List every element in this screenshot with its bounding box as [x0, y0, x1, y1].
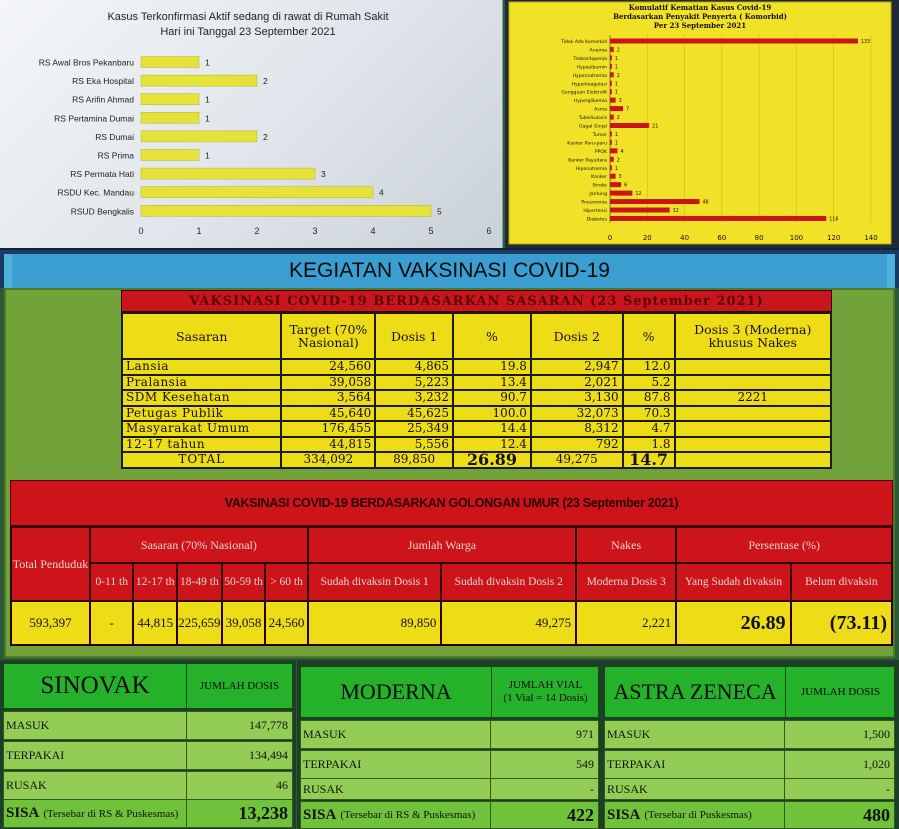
umur-table-block [10, 480, 893, 646]
sasaran-cell-pct1: 12.4 [453, 437, 531, 453]
moderna-unit-note: (1 Vial = 14 Dosis) [503, 692, 588, 704]
sinovak-sisa-value: 13,238 [186, 800, 292, 827]
total-pct1: 26.89 [453, 452, 531, 468]
comorbid-bar [610, 98, 616, 103]
comorbid-data-label: 1 [614, 132, 618, 138]
comorbid-chart-title-3: Per 23 September 2021 [653, 21, 747, 30]
h-jumlah-warga: Jumlah Warga [308, 527, 576, 563]
sasaran-cell-dosis3 [675, 375, 831, 391]
comorbid-data-label: 1 [614, 141, 618, 147]
astra-masuk-value: 1,500 [784, 721, 894, 748]
sasaran-row [122, 359, 831, 375]
comorbid-category-label: Pneumonia [581, 200, 607, 206]
comorbid-x-tick: 40 [680, 234, 690, 242]
comorbid-bar [610, 123, 649, 128]
comorbid-category-label: Hyperglikemia [573, 99, 607, 105]
sasaran-row [122, 406, 831, 422]
astra-sisa-row [604, 801, 895, 829]
sinovak-terpakai-label: TERPAKAI [6, 748, 65, 762]
sasaran-cell-sasaran: Masyarakat Umum [122, 421, 281, 437]
header-dosis3: Dosis 3 (Moderna) khusus Nakes [675, 313, 831, 359]
sinovak-unit [186, 664, 292, 708]
umur-table [10, 526, 893, 646]
comorbid-x-tick: 100 [789, 234, 804, 242]
comorbid-data-label: 3 [618, 175, 622, 181]
comorbid-category-label: Trobositopenia [573, 56, 607, 62]
sasaran-cell-target: 45,640 [281, 406, 375, 422]
comorbid-category-label: Asma [594, 107, 607, 113]
hospital-category-label: RS Prima [97, 150, 134, 161]
sasaran-cell-dosis1: 3,232 [375, 390, 453, 406]
sasaran-cell-pct1: 13.4 [453, 375, 531, 391]
sasaran-table [121, 312, 832, 469]
comorbid-data-label: 133 [860, 40, 871, 45]
comorbid-data-label: 2 [616, 116, 620, 122]
v-sudah: 26.89 [676, 601, 790, 645]
h-total-penduduk: Total Penduduk [11, 527, 90, 601]
hospital-bar [141, 187, 373, 198]
hospital-bar [141, 168, 315, 179]
sasaran-table-header [122, 313, 831, 359]
comorbid-bar [610, 39, 858, 44]
sasaran-total-row [122, 452, 831, 468]
h-age-2: 18-49 th [177, 563, 222, 601]
sasaran-cell-dosis3 [675, 437, 831, 453]
comorbid-x-tick: 60 [717, 234, 727, 242]
sasaran-cell-dosis1: 25,349 [375, 421, 453, 437]
comorbid-data-label: 3 [618, 99, 622, 105]
hospital-data-label: 1 [205, 57, 210, 68]
hospital-chart-title-1: Kasus Terkonfirmasi Aktif sedang di rawat di Rumah Sakit [107, 11, 389, 23]
sasaran-cell-target: 176,455 [281, 421, 375, 437]
v-moderna: 2,221 [576, 601, 676, 645]
comorbid-bar [610, 216, 826, 221]
moderna-rusak-value: - [490, 779, 598, 799]
sasaran-cell-dosis3: 2221 [675, 390, 831, 406]
astra-header [604, 666, 895, 718]
comorbid-bar [610, 148, 617, 153]
h-age-3: 50-59 th [222, 563, 266, 601]
comorbid-chart-panel [505, 0, 899, 248]
sasaran-row [122, 390, 831, 406]
umur-subheader-row [11, 563, 892, 601]
comorbid-category-label: Anemia [589, 48, 607, 54]
hospital-category-label: RS Permata Hati [70, 169, 134, 180]
sinovak-header [3, 663, 293, 709]
header-dosis1: Dosis 1 [375, 313, 453, 359]
hospital-bar [141, 57, 199, 68]
comorbid-category-label: Tidak Ada Komorbid [561, 40, 607, 45]
banner-title: KEGIATAN VAKSINASI COVID-19 [4, 254, 895, 288]
astra-rusak-label: RUSAK [607, 781, 648, 796]
comorbid-data-label: 2 [616, 48, 620, 54]
comorbid-x-tick: 80 [754, 234, 764, 242]
sinovak-sisa-row [3, 799, 293, 828]
comorbid-category-label: Hiponatremia [575, 166, 607, 172]
comorbid-data-label: 1 [614, 82, 618, 88]
sinovak-terpakai-row [3, 741, 293, 770]
h-sudah: Yang Sudah divaksin [676, 563, 790, 601]
h-age-1: 12-17 th [133, 563, 177, 601]
moderna-unit-label: JUMLAH VIAL [508, 679, 583, 691]
astra-unit [785, 667, 895, 717]
header-pct2: % [623, 313, 675, 359]
comorbid-category-label: Hyperkoagulasi [571, 82, 607, 88]
comorbid-category-label: Hypoalbumin [576, 65, 607, 71]
astra-rusak-value: - [784, 779, 894, 799]
comorbid-bar [610, 89, 612, 94]
hospital-category-label: RS Eka Hospital [72, 76, 134, 87]
comorbid-data-label: 1 [614, 166, 618, 172]
hospital-data-label: 1 [205, 150, 210, 161]
moderna-sisa-note: (Tersebar di RS & Puskesmas) [340, 809, 476, 821]
sinovak-masuk-value: 147,778 [186, 712, 292, 739]
comorbid-chart-title-1: Komulatif Kematian Kasus Covid-19 [628, 3, 772, 12]
comorbid-data-label: 2 [616, 158, 620, 164]
hospital-x-tick: 6 [486, 226, 492, 236]
sasaran-cell-sasaran: SDM Kesehatan [122, 390, 281, 406]
sasaran-cell-sasaran: Pralansia [122, 375, 281, 391]
sinovak-masuk-label: MASUK [6, 718, 50, 732]
hospital-bar [141, 94, 199, 105]
moderna-sisa-text: SISA [303, 806, 337, 823]
sasaran-cell-dosis2: 8,312 [531, 421, 623, 437]
astra-terpakai-row [604, 750, 895, 779]
v-dosis2: 49,275 [441, 601, 576, 645]
hospital-bar [141, 75, 257, 86]
comorbid-data-label: 116 [829, 217, 839, 223]
sinovak-sisa-note: (Tersebar di RS & Puskesmas) [43, 807, 179, 820]
umur-header-row [11, 527, 892, 563]
h-age-0: 0-11 th [90, 563, 134, 601]
comorbid-bar [610, 106, 623, 111]
sasaran-cell-pct2: 4.7 [623, 421, 675, 437]
comorbid-bar [610, 55, 612, 60]
hospital-data-label: 2 [263, 131, 268, 142]
comorbid-data-label: 7 [626, 107, 630, 113]
astra-unit-label: JUMLAH DOSIS [800, 685, 881, 698]
astra-sisa-value: 480 [784, 802, 894, 828]
hospital-data-label: 4 [379, 187, 384, 198]
sasaran-cell-target: 39,058 [281, 375, 375, 391]
moderna-panel [297, 660, 602, 829]
comorbid-category-label: Jantung [589, 192, 607, 198]
sasaran-cell-target: 44,815 [281, 437, 375, 453]
h-sasaran: Sasaran (70% Nasional) [90, 527, 308, 563]
hospital-bar [141, 205, 431, 216]
header-sasaran: Sasaran [122, 313, 281, 359]
sasaran-cell-pct2: 1.8 [623, 437, 675, 453]
sinovak-rusak-label: RUSAK [6, 778, 47, 792]
hospital-x-tick: 5 [428, 226, 434, 236]
comorbid-category-label: Tuberkulosis [578, 116, 607, 122]
vaccination-tables-area [4, 288, 895, 658]
hospital-x-tick: 0 [138, 226, 144, 236]
v-belum: (73.11) [791, 601, 892, 645]
comorbid-category-label: Hypernatremia [572, 73, 607, 79]
header-pct1: % [453, 313, 531, 359]
hospital-bar [141, 150, 199, 161]
header-dosis2: Dosis 2 [531, 313, 623, 359]
total-target: 334,092 [281, 452, 375, 468]
hospital-category-label: RS Awal Bros Pekanbaru [38, 57, 134, 68]
hospital-chart-panel [0, 0, 503, 248]
sinovak-sisa-label [6, 800, 178, 827]
sasaran-cell-pct2: 12.0 [623, 359, 675, 375]
hospital-x-tick: 3 [312, 226, 318, 236]
comorbid-data-label: 1 [614, 65, 618, 71]
astra-terpakai-value: 1,020 [784, 751, 894, 778]
sasaran-cell-dosis2: 792 [531, 437, 623, 453]
moderna-sisa-row [300, 801, 599, 829]
comorbid-data-label: 1 [614, 56, 618, 62]
comorbid-bar [610, 165, 612, 170]
v-total-penduduk: 593,397 [11, 601, 90, 645]
sinovak-rusak-value: 46 [186, 772, 292, 799]
comorbid-category-label: Kanker Paru-paru [567, 141, 607, 147]
hospital-category-label: RS Arifin Ahmad [72, 94, 134, 105]
comorbid-category-label: Gagal Ginjal [579, 124, 607, 130]
sasaran-table-block [121, 290, 832, 469]
moderna-terpakai-value: 549 [490, 751, 598, 778]
comorbid-x-tick: 120 [827, 234, 841, 242]
hospital-data-label: 3 [321, 169, 326, 180]
hospital-category-label: RS Dumai [95, 131, 134, 142]
moderna-rusak-label: RUSAK [303, 781, 344, 796]
v-age-4: 24,560 [265, 601, 308, 645]
comorbid-bar [610, 157, 614, 162]
comorbid-bar [610, 115, 614, 120]
v-age-2: 225,659 [177, 601, 222, 645]
sinovak-masuk-row [3, 711, 293, 740]
sasaran-cell-sasaran: Petugas Publik [122, 406, 281, 422]
sasaran-row [122, 375, 831, 391]
h-age-4: > 60 th [265, 563, 308, 601]
hospital-data-label: 5 [437, 206, 442, 217]
sasaran-cell-dosis1: 5,223 [375, 375, 453, 391]
sasaran-cell-dosis3 [675, 359, 831, 375]
moderna-name: MODERNA [340, 679, 452, 704]
comorbid-data-label: 12 [635, 192, 642, 198]
sasaran-cell-target: 3,564 [281, 390, 375, 406]
comorbid-deaths-chart [505, 0, 899, 248]
sinovak-name: SINOVAK [40, 672, 150, 699]
sinovak-panel [0, 660, 296, 829]
comorbid-bar [610, 199, 699, 204]
comorbid-data-label: 1 [614, 90, 618, 96]
total-pct2: 14.7 [623, 452, 675, 468]
moderna-sisa-value: 422 [490, 802, 598, 828]
hospital-data-label: 1 [205, 94, 210, 105]
hospital-x-tick: 1 [196, 226, 202, 236]
h-persentase: Persentase (%) [676, 527, 892, 563]
sasaran-cell-dosis2: 3,130 [531, 390, 623, 406]
v-dosis1: 89,850 [308, 601, 442, 645]
comorbid-x-tick: 140 [864, 234, 878, 242]
moderna-masuk-value: 971 [490, 721, 598, 748]
moderna-masuk-label: MASUK [303, 727, 347, 741]
hospital-category-label: RS Pertamina Dumai [54, 113, 134, 124]
sasaran-cell-sasaran: Lansia [122, 359, 281, 375]
astra-sisa-note: (Tersebar di Puskesmas) [644, 809, 752, 821]
sasaran-cell-dosis2: 32,073 [531, 406, 623, 422]
moderna-terpakai-row [300, 750, 599, 779]
sasaran-cell-dosis1: 45,625 [375, 406, 453, 422]
section-banner [0, 248, 899, 288]
total-label: TOTAL [122, 452, 281, 468]
comorbid-chart-title-2: Berdasarkan Penyakit Penyerta ( Komorbid) [613, 12, 787, 21]
comorbid-x-tick: 20 [642, 234, 652, 242]
comorbid-category-label: PPOK [594, 149, 607, 155]
comorbid-category-label: Gangguan Elektrolit [561, 90, 607, 96]
comorbid-category-label: Tumor [592, 132, 607, 138]
v-age-0: - [90, 601, 134, 645]
sasaran-cell-dosis3 [675, 421, 831, 437]
comorbid-bar [610, 140, 612, 145]
sinovak-sisa-text: SISA [6, 805, 40, 821]
hospital-bar [141, 131, 257, 142]
h-belum: Belum divaksin [791, 563, 892, 601]
comorbid-x-tick: 0 [607, 234, 613, 242]
hospital-x-tick: 4 [370, 226, 376, 236]
header-target: Target (70% Nasional) [281, 313, 375, 359]
comorbid-bar [610, 131, 612, 136]
total-dosis1: 89,850 [375, 452, 453, 468]
astra-sisa-text: SISA [607, 806, 641, 823]
comorbid-bar [610, 191, 632, 196]
total-dosis2: 49,275 [531, 452, 623, 468]
sasaran-table-title: VAKSINASI COVID-19 BERDASARKAN SASARAN (23 September 2021) [121, 290, 832, 312]
comorbid-category-label: Kanker Payudara [568, 158, 607, 164]
h-dosis2: Sudah divaksin Dosis 2 [441, 563, 576, 601]
moderna-masuk-row [300, 720, 599, 749]
sasaran-cell-pct1: 90.7 [453, 390, 531, 406]
sasaran-cell-dosis2: 2,947 [531, 359, 623, 375]
v-age-3: 39,058 [222, 601, 266, 645]
h-nakes: Nakes [576, 527, 676, 563]
hospital-chart-title-2: Hari ini Tanggal 23 September 2021 [160, 26, 336, 38]
comorbid-category-label: Diabetes [586, 217, 607, 223]
comorbid-data-label: 32 [672, 209, 679, 214]
comorbid-bar [610, 47, 614, 52]
sasaran-cell-pct2: 87.8 [623, 390, 675, 406]
astra-masuk-row [604, 720, 895, 749]
hospital-data-label: 1 [205, 113, 210, 124]
astra-masuk-label: MASUK [607, 727, 651, 741]
comorbid-bar [610, 182, 621, 187]
astra-rusak-row [604, 778, 895, 800]
sasaran-cell-dosis1: 5,556 [375, 437, 453, 453]
comorbid-bar [610, 72, 614, 77]
comorbid-data-label: 6 [624, 183, 628, 189]
sasaran-row [122, 421, 831, 437]
sasaran-cell-pct1: 19.8 [453, 359, 531, 375]
hospital-bar [141, 112, 199, 123]
sasaran-cell-pct2: 5.2 [623, 375, 675, 391]
comorbid-bar [610, 208, 670, 213]
sasaran-cell-dosis3 [675, 406, 831, 422]
astra-sisa-label [607, 802, 752, 828]
sasaran-cell-target: 24,560 [281, 359, 375, 375]
sinovak-terpakai-value: 134,494 [186, 742, 292, 769]
comorbid-data-label: 4 [620, 149, 624, 155]
comorbid-bar [610, 64, 612, 69]
moderna-header [300, 666, 599, 718]
umur-table-title: VAKSINASI COVID-19 BERDASARKAN GOLONGAN UMUR (23 September 2021) [10, 480, 893, 526]
comorbid-bar [610, 174, 616, 179]
v-age-1: 44,815 [133, 601, 177, 645]
hospital-category-label: RSUD Bengkalis [70, 206, 134, 217]
comorbid-category-label: Kanker [591, 175, 607, 181]
astra-terpakai-label: TERPAKAI [607, 757, 666, 771]
hospital-data-label: 2 [263, 76, 268, 87]
hospital-category-label: RSDU Kec. Mandau [57, 187, 134, 198]
sasaran-cell-sasaran: 12-17 tahun [122, 437, 281, 453]
moderna-rusak-row [300, 778, 599, 800]
sasaran-cell-pct1: 14.4 [453, 421, 531, 437]
sasaran-cell-dosis1: 4,865 [375, 359, 453, 375]
sasaran-cell-dosis2: 2,021 [531, 375, 623, 391]
comorbid-category-label: Stroke [592, 183, 607, 189]
moderna-terpakai-label: TERPAKAI [303, 757, 362, 771]
total-dosis3 [675, 452, 831, 468]
moderna-sisa-label [303, 802, 475, 828]
sinovak-unit-label: JUMLAH DOSIS [199, 679, 280, 692]
sasaran-cell-pct2: 70.3 [623, 406, 675, 422]
sasaran-cell-pct1: 100.0 [453, 406, 531, 422]
comorbid-data-label: 21 [652, 124, 659, 130]
h-moderna: Moderna Dosis 3 [576, 563, 676, 601]
comorbid-data-label: 48 [702, 200, 709, 206]
astra-name: ASTRA ZENECA [613, 679, 777, 704]
sinovak-rusak-row [3, 771, 293, 800]
comorbid-data-label: 2 [616, 73, 620, 79]
umur-value-row [11, 601, 892, 645]
hospital-cases-chart [0, 0, 503, 248]
astra-panel [601, 660, 899, 829]
comorbid-bar [610, 81, 612, 86]
hospital-x-tick: 2 [254, 226, 260, 236]
h-dosis1: Sudah divaksin Dosis 1 [308, 563, 442, 601]
comorbid-category-label: Hipertensi [583, 209, 607, 214]
moderna-unit [491, 667, 599, 717]
